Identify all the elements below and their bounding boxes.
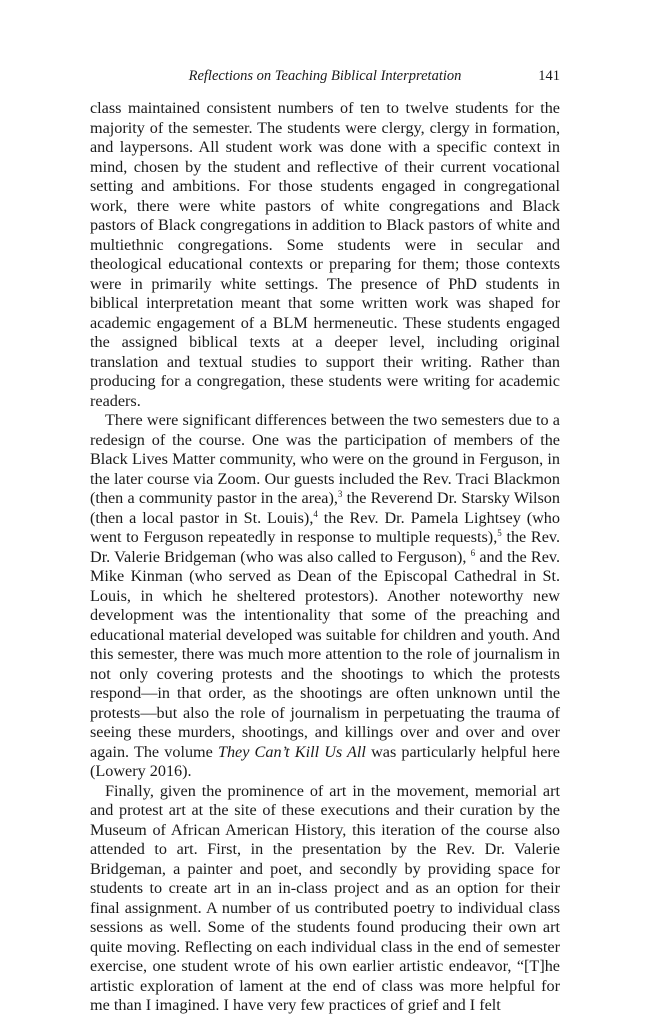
footnote-marker-3: 3 xyxy=(337,489,343,499)
paragraph-2-text-e: and the Rev. Mike Kinman (who served as Dean of the Episcopal Cathedral in St. Louis, in which he sheltered protestors). Another noteworthy new development was the intentionality that some of the preaching and educational material developed was suitable for children and youth. And this semester, there was much more attention to the role of journalism in not only covering protests and the shootings to which the protests respond—in that order, as the shootings are often unknown until the protests—but also the role of journalism in perpetuating the trauma of seeing these murders, shootings, and killings over and over and over again. The volume xyxy=(90,547,560,761)
paragraph-1 xyxy=(90,99,560,411)
running-header xyxy=(90,68,560,88)
paragraph-2-text-b: the Reverend Dr. Starsky Wilson (then a local pastor in St. Louis), xyxy=(90,489,560,527)
footnote-marker-4: 4 xyxy=(313,508,318,519)
paragraph-2-text-c: the Rev. Dr. Pamela Lightsey (who went to Ferguson repeatedly in response to multiple requests), xyxy=(90,508,560,546)
paragraph-2-text-a: There were significant differences between the two semesters due to a redesign of the course. One was the participation of members of the Black Lives Matter community, who were on the ground in Ferguson, in the later course via Zoom. Our guests included the Rev. Traci Blackmon (then a community pastor in the area), xyxy=(90,411,560,507)
footnote-marker-6: 6 xyxy=(470,547,476,558)
book-title: They Can’t Kill Us All xyxy=(217,742,366,761)
paragraph-2-text-d: the Rev. Dr. Valerie Bridgeman (who was also called to Ferguson), xyxy=(90,528,560,566)
running-head-title: Reflections on Teaching Biblical Interpretation xyxy=(188,68,462,84)
footnote-marker-5: 5 xyxy=(497,528,502,538)
paragraph-3-text: Finally, given the prominence of art in the movement, memorial art and protest art at the site of these executions and their curation by the Museum of African American History, this iteration of the course also attended to art. First, in the presentation by the Rev. Dr. Valerie Bridgeman, a painter and poet, and secondly by providing space for students to create art in an in-class project and as an option for their final assignment. A number of us contributed poetry to individual class sessions as well. Some of the students found producing their own art quite moving. Reflecting on each individual class in the end of semester exercise, one student wrote of his own earlier artistic endeavor, “[T]he artistic exploration of lament at the end of class was more helpful for me than I imagined. I have very few practices of grief and I felt xyxy=(90,781,560,1014)
paragraph-2 xyxy=(90,411,560,782)
body-text xyxy=(90,99,560,1016)
paragraph-3 xyxy=(90,782,560,1016)
page-number: 141 xyxy=(538,68,560,84)
paragraph-1-text: class maintained consistent numbers of ten to twelve students for the majority of the semester. The students were clergy, clergy in formation, and laypersons. All student work was done with a specific context in mind, chosen by the student and reflective of their current vocational setting and ambitions. For those students engaged in congregational work, there were white pastors of white congregations and Black pastors of Black congregations in addition to Black pastors of white and multiethnic congregations. Some students were in secular and theological educational contexts or preparing for them; those contexts were in primarily white settings. The presence of PhD students in biblical interpretation meant that some written work was shaped for academic engagement of a BLM hermeneutic. These students engaged the assigned biblical texts at a deeper level, including original translation and textual studies to support their writing. Rather than producing for a congregation, these students were writing for academic readers. xyxy=(90,99,560,410)
paragraph-2-text-f: was particularly helpful here (Lowery 2016). xyxy=(90,742,560,780)
